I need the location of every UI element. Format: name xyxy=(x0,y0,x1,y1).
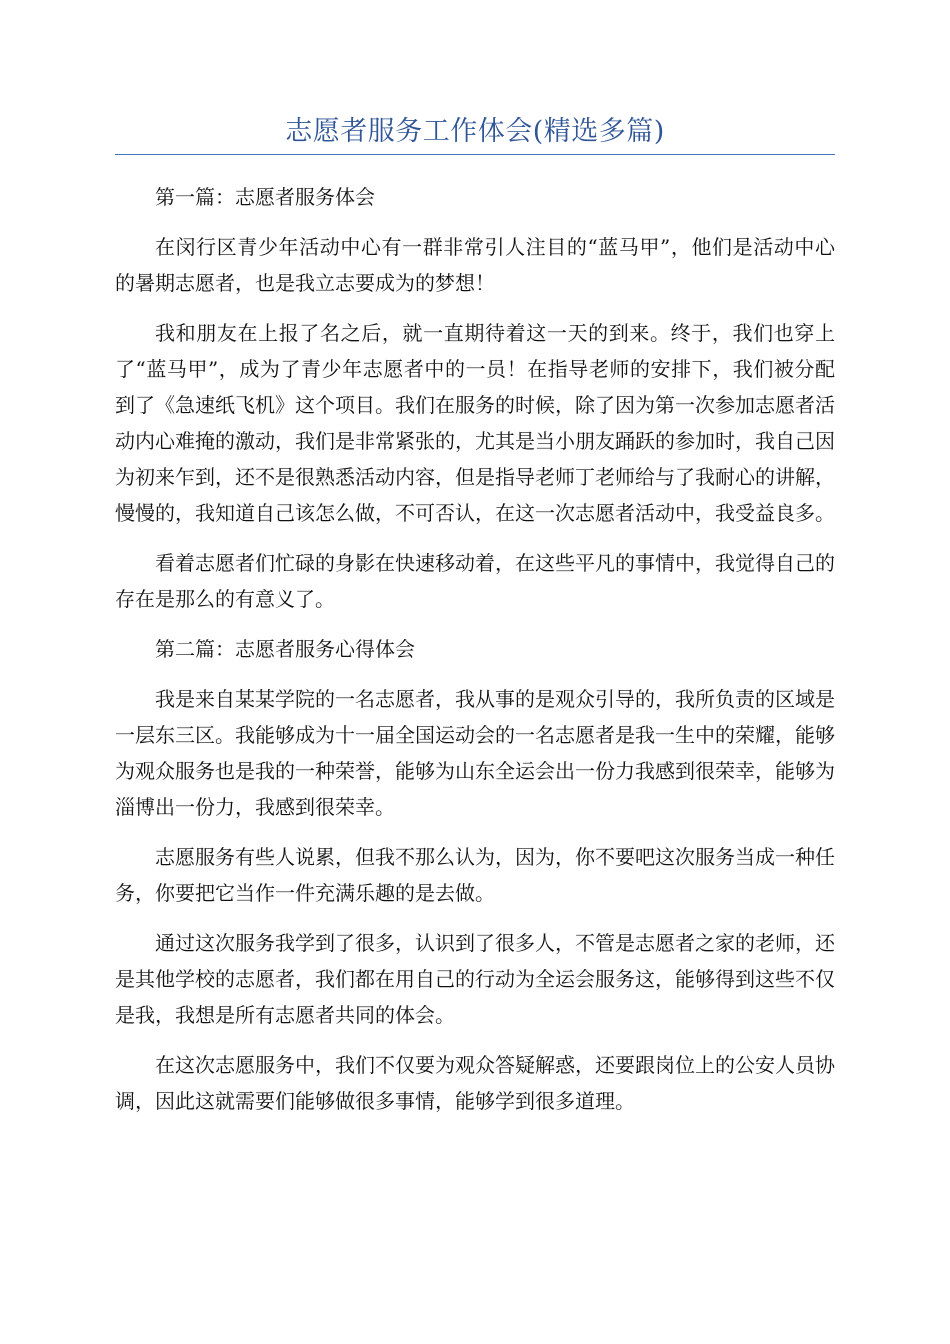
document-title: 志愿者服务工作体会(精选多篇) xyxy=(285,116,665,147)
section-heading-1: 第一篇：志愿者服务体会 xyxy=(155,185,375,209)
paragraph: 通过这次服务我学到了很多，认识到了很多人，不管是志愿者之家的老师，还是其他学校的志愿者，我们都在用自己的行动为全运会服务这，能够得到这些不仅是我，我想是所有志愿者共同的体会。 xyxy=(115,931,835,1027)
paragraph: 看着志愿者们忙碌的身影在快速移动着，在这些平凡的事情中，我觉得自己的存在是那么的有意义了。 xyxy=(115,551,835,611)
title-underline xyxy=(115,154,835,155)
paragraph: 志愿服务有些人说累，但我不那么认为，因为，你不要吧这次服务当成一种任务，你要把它当作一件充满乐趣的是去做。 xyxy=(115,845,835,905)
document-page xyxy=(115,112,835,1133)
paragraph: 在闵行区青少年活动中心有一群非常引人注目的“蓝马甲”，他们是活动中心的暑期志愿者，也是我立志要成为的梦想！ xyxy=(115,235,835,295)
paragraph: 我和朋友在上报了名之后，就一直期待着这一天的到来。终于，我们也穿上了“蓝马甲”，成为了青少年志愿者中的一员！在指导老师的安排下，我们被分配到了《急速纸飞机》这个项目。我们在服务的时候，除了因为第一次参加志愿者活动内心难掩的激动，我们是非常紧张的，尤其是当小朋友踊跃的参加时，我自己因为初来乍到，还不是很熟悉活动内容，但是指导老师丁老师给与了我耐心的讲解，慢慢的，我知道自己该怎么做，不可否认，在这一次志愿者活动中，我受益良多。 xyxy=(115,321,835,525)
paragraph: 我是来自某某学院的一名志愿者，我从事的是观众引导的，我所负责的区域是一层东三区。我能够成为十一届全国运动会的一名志愿者是我一生中的荣耀，能够为观众服务也是我的一种荣誉，能够为山东全运会出一份力我感到很荣幸，能够为淄博出一份力，我感到很荣幸。 xyxy=(115,687,835,819)
section-heading-2: 第二篇：志愿者服务心得体会 xyxy=(155,637,415,661)
paragraph: 在这次志愿服务中，我们不仅要为观众答疑解惑，还要跟岗位上的公安人员协调，因此这就需要们能够做很多事情，能够学到很多道理。 xyxy=(115,1053,835,1113)
